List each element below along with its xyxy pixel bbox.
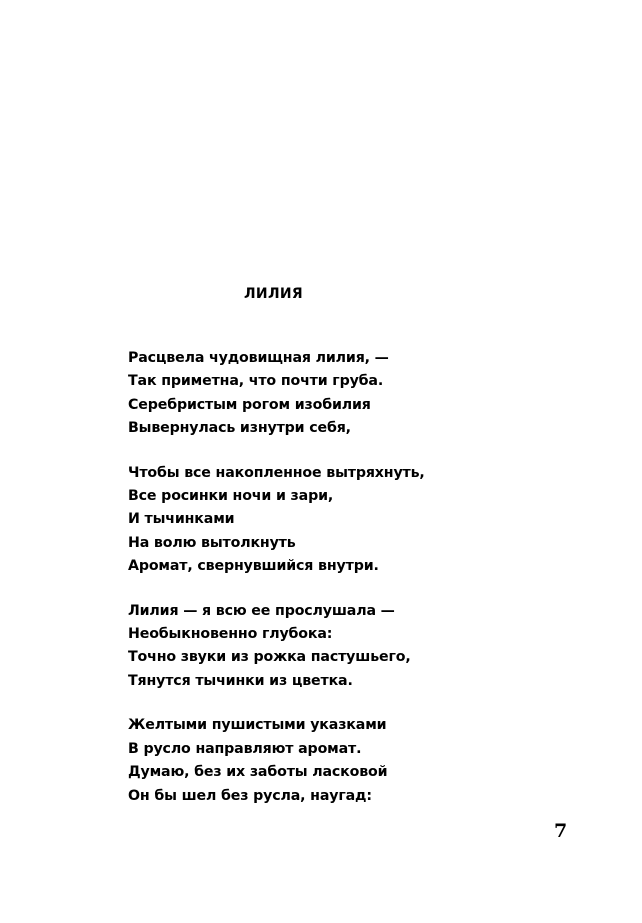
poem-line: Желтыми пушистыми указками bbox=[128, 717, 387, 734]
poem-line: Все росинки ночи и зари, bbox=[128, 488, 334, 505]
poem-line: И тычинками bbox=[128, 511, 235, 528]
poem-line: Вывернулась изнутри себя, bbox=[128, 420, 351, 437]
stanza-4 bbox=[128, 714, 568, 808]
poem-line: Серебристым рогом изобилия bbox=[128, 396, 371, 413]
poem-line: Расцвела чудовищная лилия, — bbox=[128, 350, 389, 366]
poem-line: Он бы шел без русла, наугад: bbox=[128, 787, 372, 804]
poem-body bbox=[128, 347, 568, 829]
poem-line: Тянутся тычинки из цветка. bbox=[128, 672, 353, 689]
poem-line: Чтобы все накопленное вытряхнуть, bbox=[128, 464, 425, 481]
poem-line: Лилия — я всю ее прослушала — bbox=[128, 602, 395, 619]
poem-title: ЛИЛИЯ bbox=[244, 286, 303, 302]
poem-line: Так приметна, что почти груба. bbox=[128, 373, 384, 390]
poem-line: На волю вытолкнуть bbox=[128, 534, 296, 551]
poem-line: Аромат, свернувшийся внутри. bbox=[128, 558, 379, 575]
stanza-1 bbox=[128, 347, 568, 441]
poem-line: Думаю, без их заботы ласковой bbox=[128, 764, 388, 781]
stanza-2 bbox=[128, 462, 568, 579]
stanza-3 bbox=[128, 600, 568, 694]
poem-line: Точно звуки из рожка пастушьего, bbox=[128, 649, 411, 666]
poem-line: Необыкновенно глубока: bbox=[128, 626, 333, 643]
page-number: 7 bbox=[554, 820, 568, 842]
poem-line: В русло направляют аромат. bbox=[128, 740, 362, 757]
